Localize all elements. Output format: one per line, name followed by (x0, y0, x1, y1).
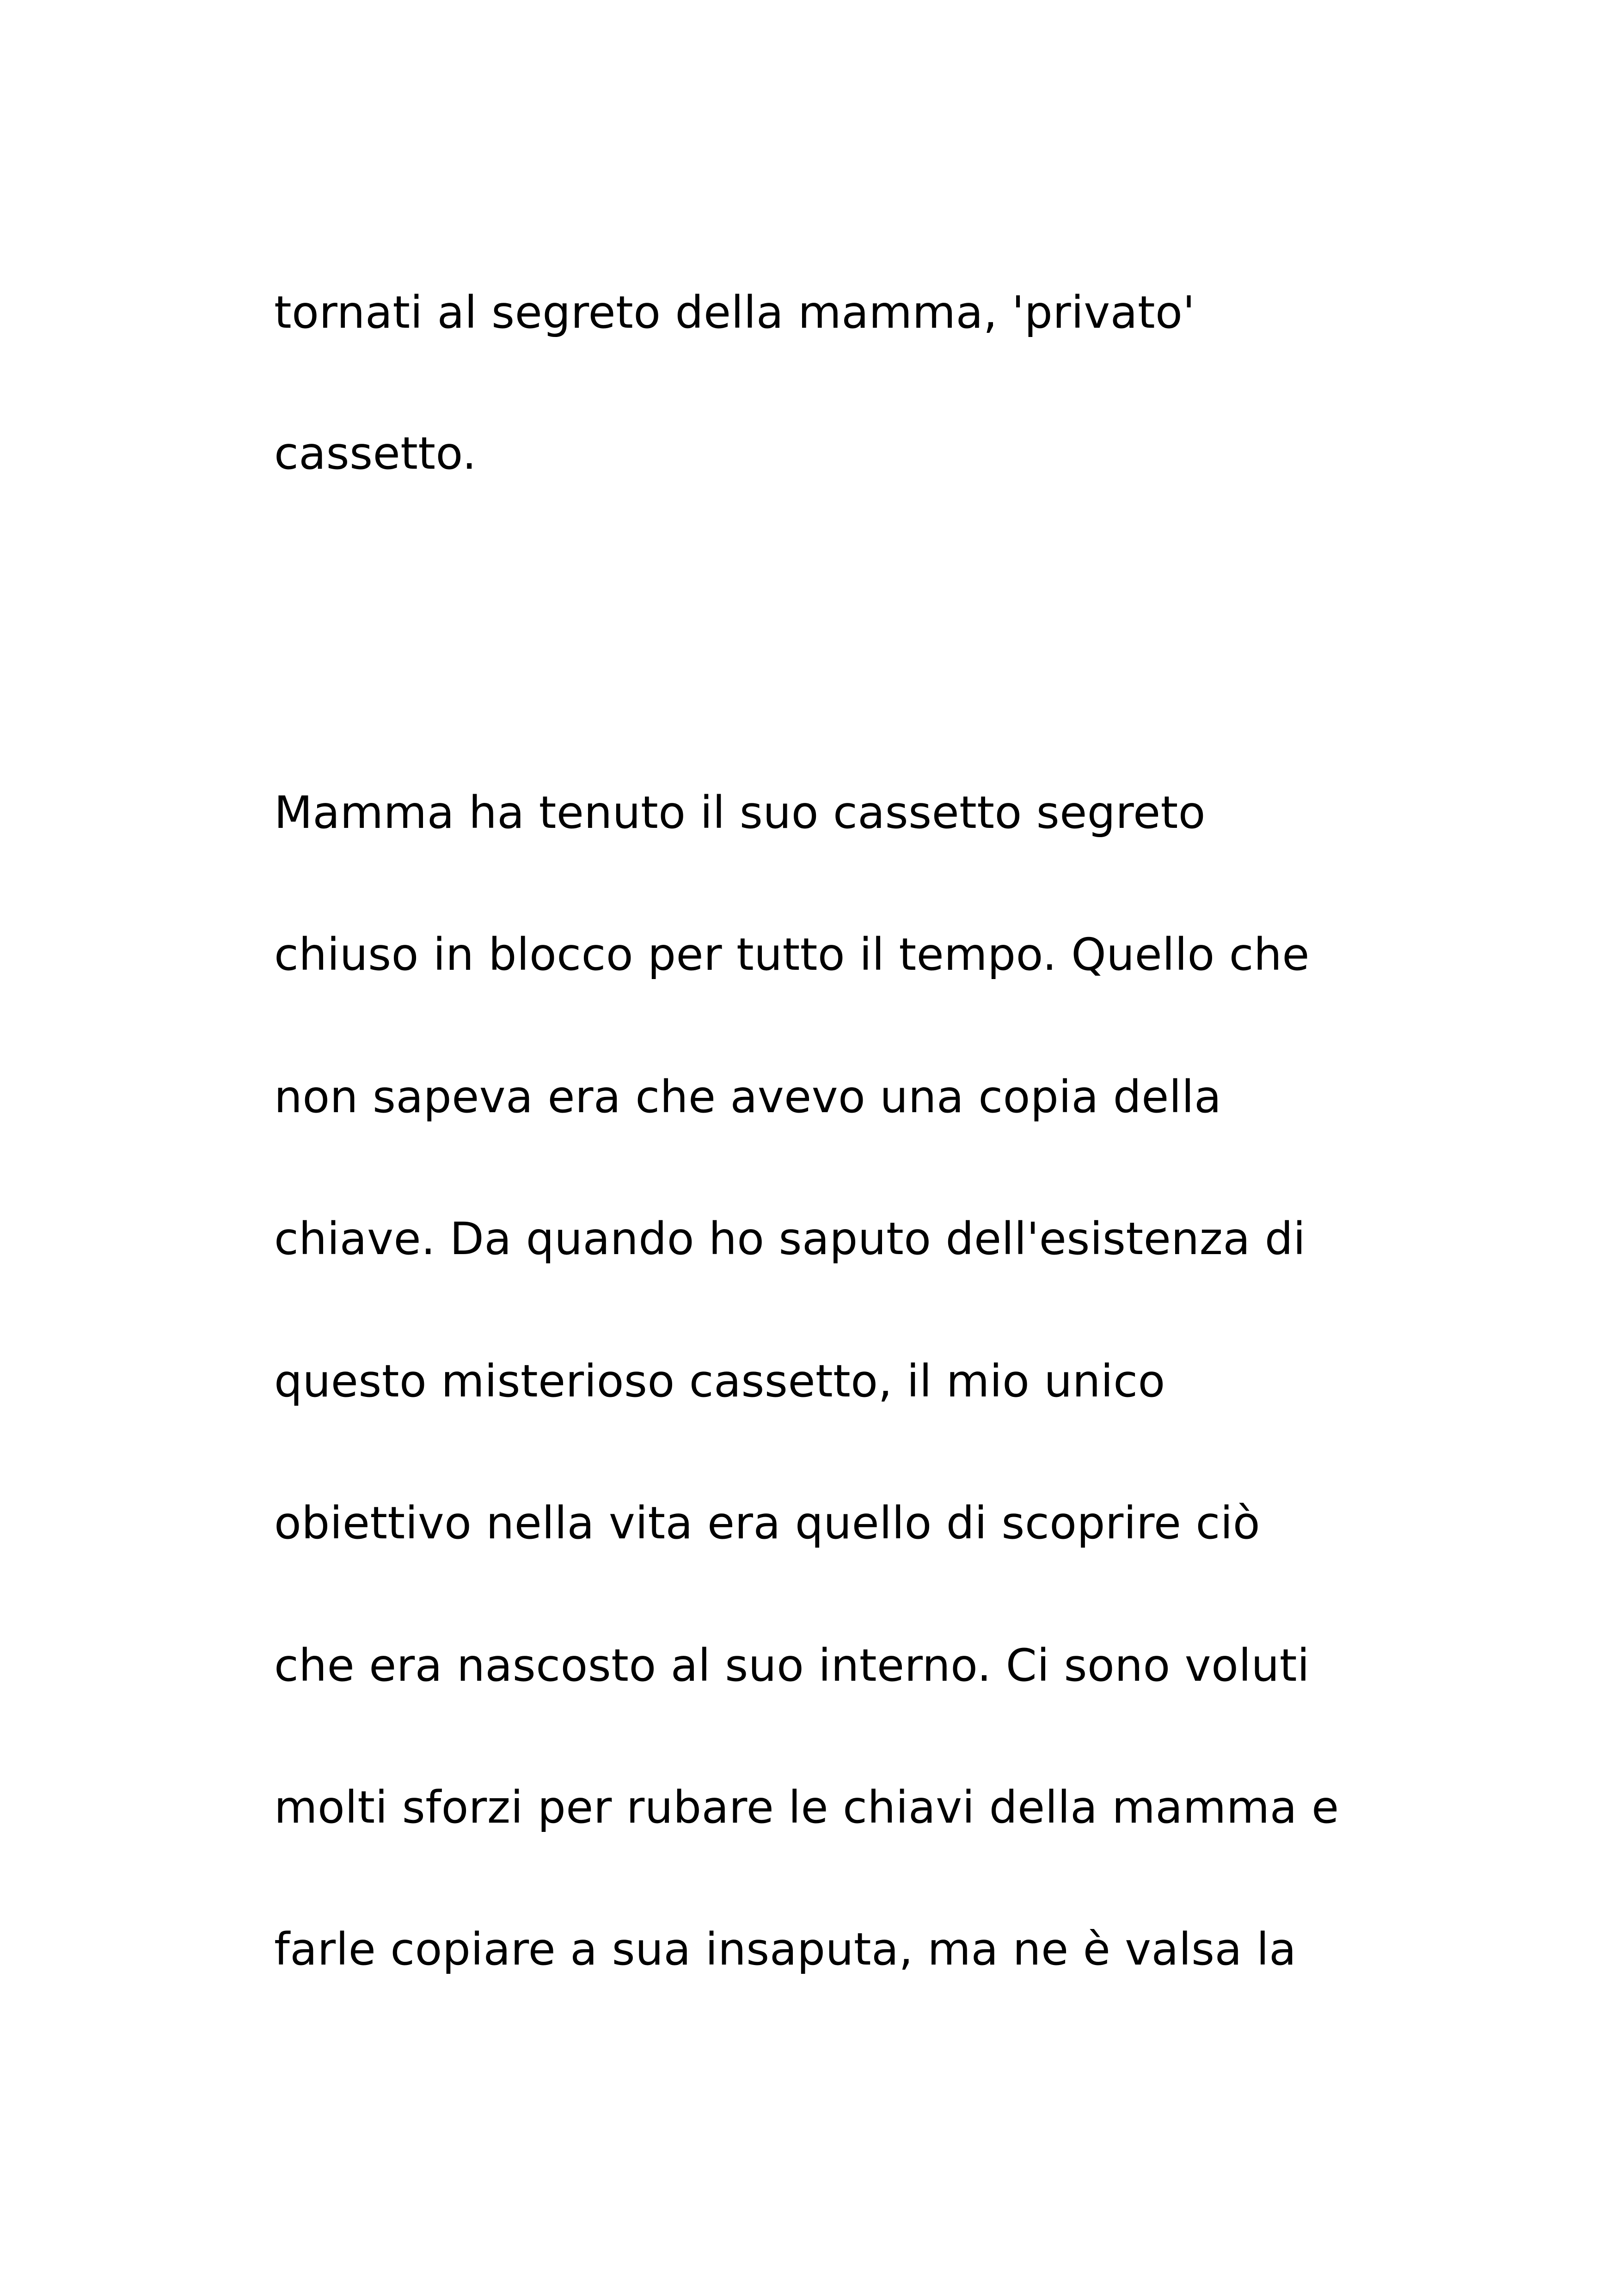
text-line: chiave. Da quando ho saputo dell'esistenza di (274, 1213, 1306, 1265)
text-line: cassetto. (274, 428, 477, 479)
text-line: chiuso in blocco per tutto il tempo. Quello che (274, 929, 1310, 980)
text-line: questo misterioso cassetto, il mio unico (274, 1355, 1165, 1407)
text-line: obiettivo nella vita era quello di scoprire ciò (274, 1497, 1261, 1549)
text-line: molti sforzi per rubare le chiavi della mamma e (274, 1782, 1339, 1833)
text-line: non sapeva era che avevo una copia della (274, 1071, 1222, 1123)
text-line: che era nascosto al suo interno. Ci sono voluti (274, 1640, 1310, 1691)
text-line: farle copiare a sua insaputa, ma ne è valsa la (274, 1923, 1297, 1975)
text-line: Mamma ha tenuto il suo cassetto segreto (274, 787, 1206, 839)
text-line: tornati al segreto della mamma, 'privato' (274, 287, 1195, 338)
